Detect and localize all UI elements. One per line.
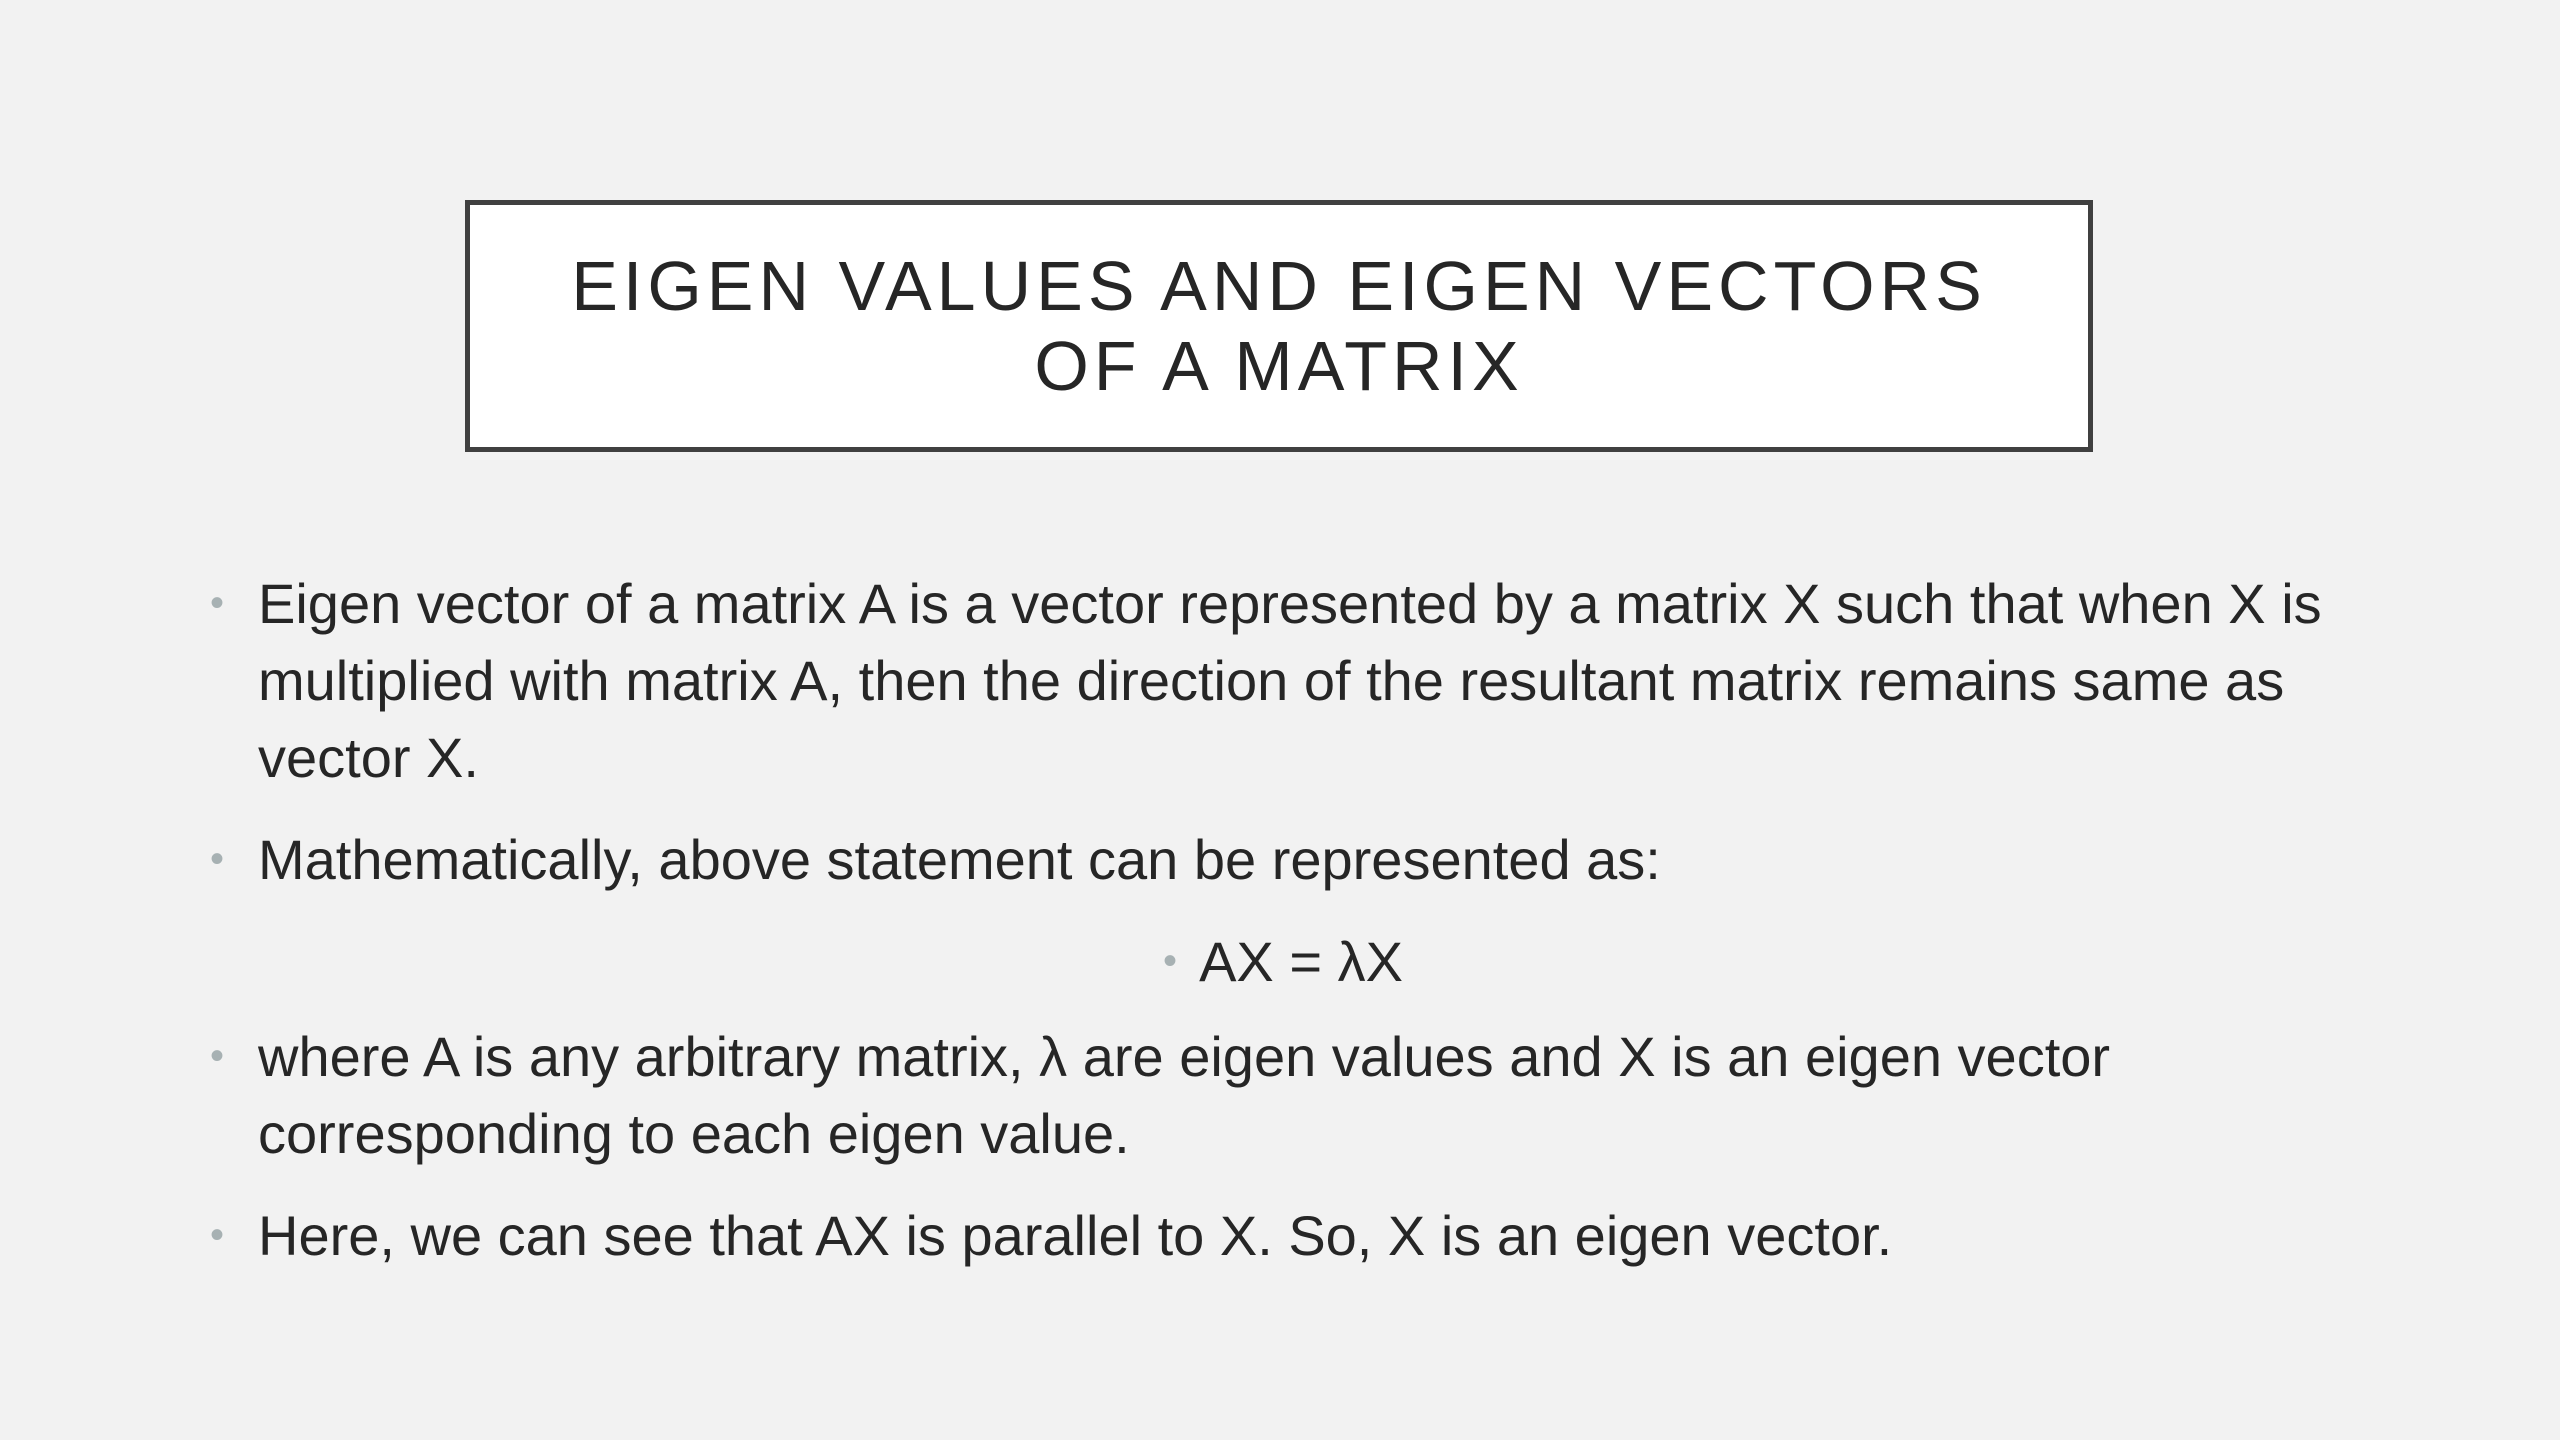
bullet-icon: •: [210, 837, 225, 881]
bullet-text: Here, we can see that AX is parallel to X. So, X is an eigen vector.: [258, 1204, 1893, 1267]
bullet-text: Mathematically, above statement can be represented as:: [258, 828, 1661, 891]
bullet-item-mathematically: [208, 821, 2358, 898]
bullet-list: [208, 565, 2358, 1299]
bullet-text: where A is any arbitrary matrix, λ are eigen values and X is an eigen vector corresponding to each eigen value.: [258, 1025, 2111, 1165]
slide-title: EIGEN VALUES AND EIGEN VECTORS OF A MATRIX: [571, 247, 1987, 405]
bullet-text: Eigen vector of a matrix A is a vector represented by a matrix X such that when X is multiplied with matrix A, then the direction of the resultant matrix remains same as vector X.: [258, 572, 2322, 789]
bullet-icon: •: [1163, 939, 1178, 983]
bullet-icon: •: [210, 1213, 225, 1257]
bullet-item-eigen-vector-definition: [208, 565, 2358, 796]
title-box: [465, 200, 2093, 452]
bullet-icon: •: [210, 1034, 225, 1078]
equation-text: AX = λX: [1199, 930, 1403, 993]
bullet-item-where-a: [208, 1018, 2358, 1172]
bullet-icon: •: [210, 581, 225, 625]
bullet-item-equation: [208, 923, 2358, 1000]
bullet-item-parallel: [208, 1197, 2358, 1274]
